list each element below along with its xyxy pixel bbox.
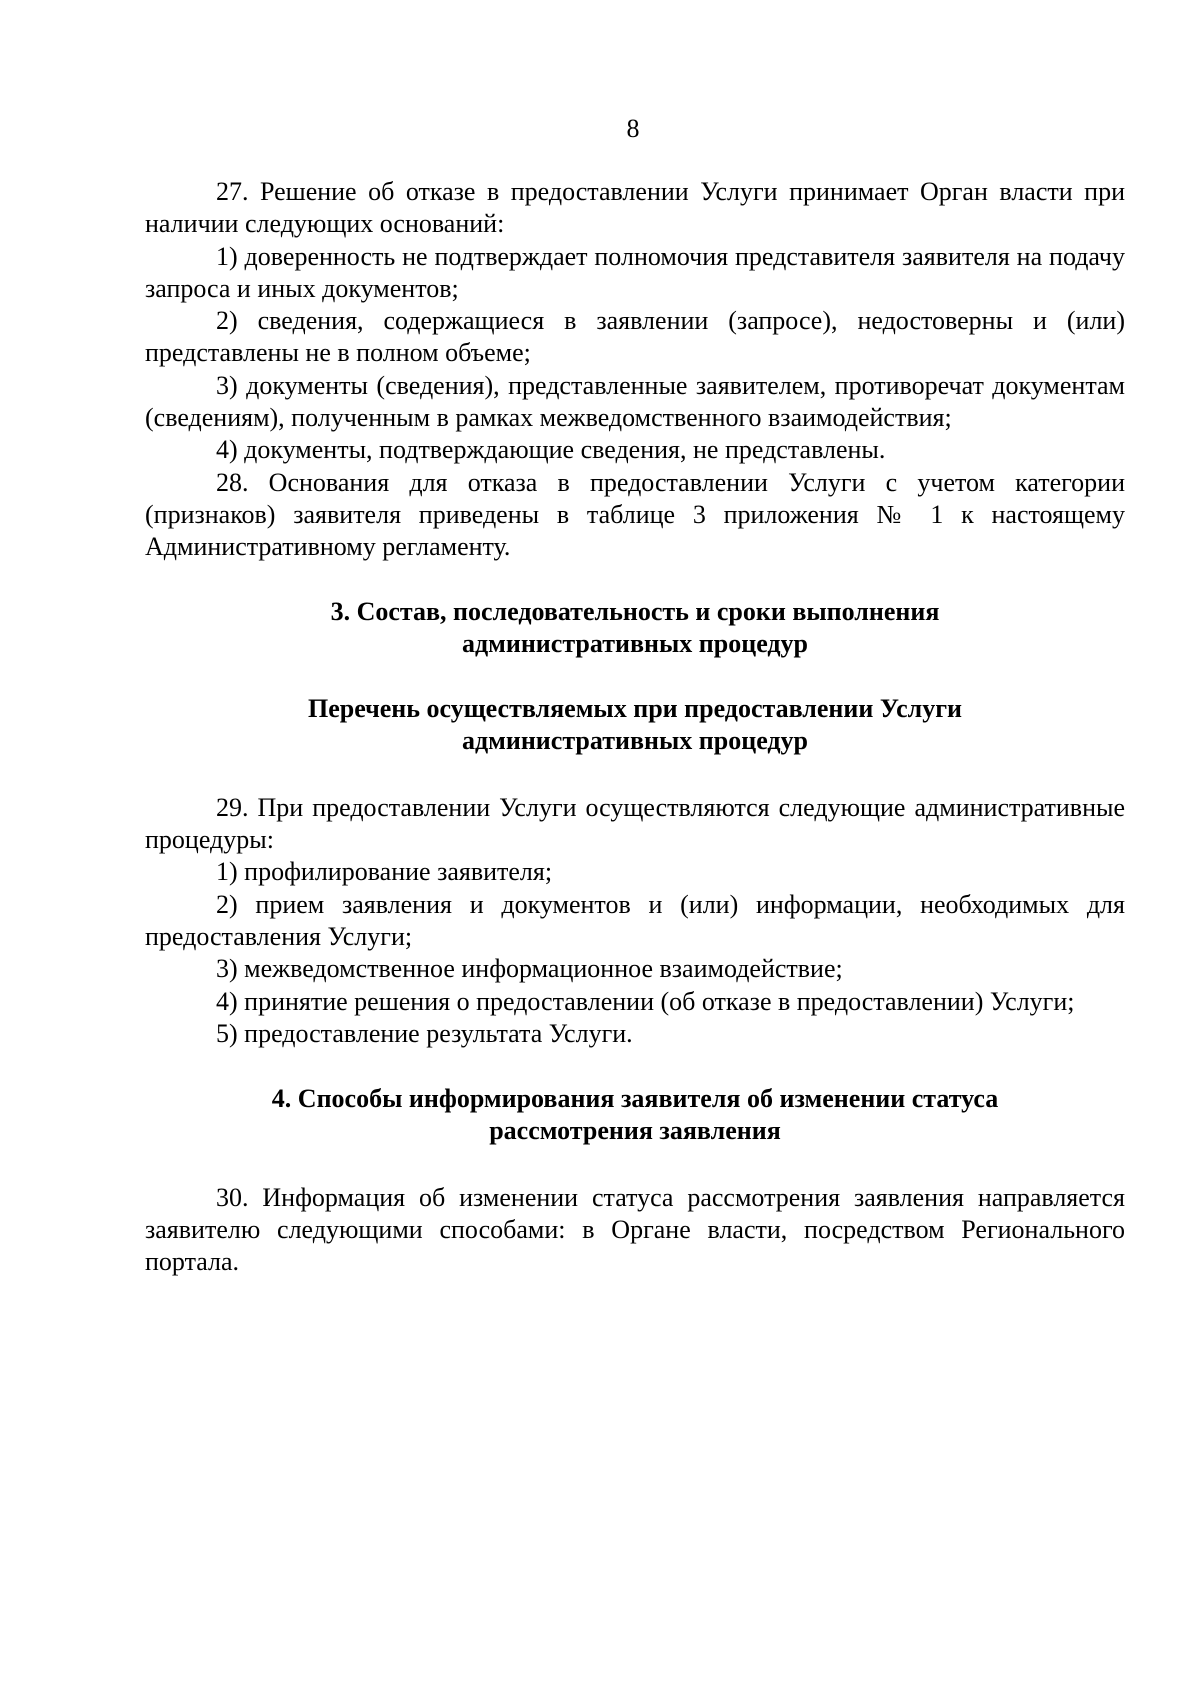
list-item-29-5: 5) предоставление результата Услуги. [216,1018,633,1048]
document-body [145,176,1125,1279]
paragraph-27: 27. Решение об отказе в предоставлении Услуги принимает Орган власти при наличии следующих оснований: [145,177,1125,239]
section-4-heading-line-2: рассмотрения заявления [489,1116,781,1146]
list-item-27-4: 4) документы, подтверждающие сведения, не представлены. [216,435,886,465]
paragraph-28: 28. Основания для отказа в предоставлении Услуги с учетом категории (признаков) заявителя приведены в таблице 3 приложения № 1 к настоящему Административному регламенту. [145,467,1125,562]
procedures-list-heading-line-2: административных процедур [461,726,809,756]
section-4-heading [145,1083,1125,1148]
list-item-27-3: 3) документы (сведения), представленные заявителем, противоречат документам (сведениям), полученным в рамках межведомственного взаимодействия; [145,370,1125,433]
section-4-heading-line-1: 4. Способы информирования заявителя об изменении статуса [271,1084,999,1114]
paragraph-30: 30. Информация об изменении статуса рассмотрения заявления направляется заявителю следующими способами: в Органе власти, посредством Регионального портала. [145,1182,1125,1277]
list-item-29-2: 2) прием заявления и документов и (или) информации, необходимых для предоставления Услуги; [145,889,1125,951]
list-item-27-1: 1) доверенность не подтверждает полномочия представителя заявителя на подачу запроса и иных документов; [145,241,1125,303]
page-number: 8 [626,114,640,143]
section-3-heading-line-2: административных процедур [461,628,809,658]
list-item-29-1: 1) профилирование заявителя; [216,857,553,887]
paragraph-29: 29. При предоставлении Услуги осуществляются следующие административные процедуры: [145,792,1125,855]
list-item-27-2: 2) сведения, содержащиеся в заявлении (запросе), недостоверны и (или) представлены не в полном объеме; [145,306,1125,368]
section-3-heading [145,596,1125,661]
list-item-29-3: 3) межведомственное информационное взаимодействие; [216,954,843,984]
list-item-29-4: 4) принятие решения о предоставлении (об отказе в предоставлении) Услуги; [216,986,1075,1016]
procedures-list-heading [145,693,1125,758]
procedures-list-heading-line-1: Перечень осуществляемых при предоставлении Услуги [307,694,963,724]
section-3-heading-line-1: 3. Состав, последовательность и сроки выполнения [330,596,940,626]
